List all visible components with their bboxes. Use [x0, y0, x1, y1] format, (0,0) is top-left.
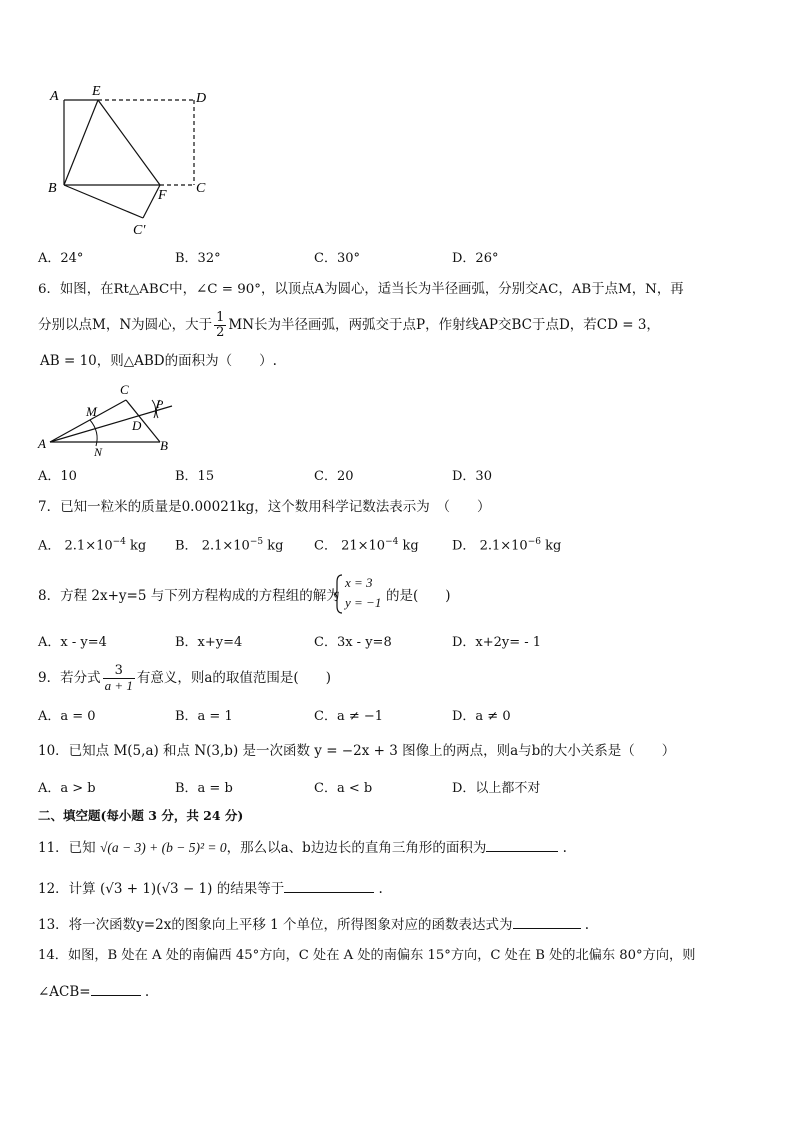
q8-text-b: 的是( ): [386, 588, 451, 604]
q14-line-2: ∠ACB= .: [38, 984, 150, 1000]
q5-option-c: C．30°: [314, 251, 360, 266]
q6-line-2a: 分别以点M，N为圆心，大于: [38, 317, 213, 333]
q10-option-d: D．以上都不对: [452, 781, 541, 796]
q12-answer-blank[interactable]: [284, 880, 374, 893]
label-C: C: [120, 382, 129, 397]
q8-option-c: C．3x - y=8: [314, 635, 392, 650]
q13-line: 13．将一次函数y=2x的图象向上平移 1 个单位，所得图象对应的函数表达式为 .: [38, 917, 590, 933]
q6-line-2b: MN长为半径画弧，两弧交于点P，作射线AP交BC于点D，若CD = 3，: [228, 317, 660, 333]
q8-option-a: A．x - y=4: [38, 635, 107, 650]
q12-line: 12．计算 (√3 + 1)(√3 − 1) 的结果等于 .: [38, 881, 383, 897]
label-B: B: [48, 181, 57, 196]
q8-eq-2: y = −1: [345, 595, 382, 610]
q7-option-d: D． $2.1\times 10^{-6}$ kg: [452, 537, 562, 554]
label-N: N: [94, 445, 103, 459]
q7-option-c: C． $21\times 10^{-4}$ kg: [314, 537, 419, 554]
section-2-heading: 二、填空题(每小题 3 分，共 24 分): [38, 808, 244, 823]
q11-expression: √(a − 3) + (b − 5)² = 0: [99, 840, 227, 855]
q5-option-b: B．32°: [175, 251, 221, 266]
q11-line: 11．已知 √(a − 3) + (b − 5)² = 0，那么以a、b边边长的直角三角形的面积为 .: [38, 840, 567, 856]
q10-option-a: A．a > b: [38, 781, 96, 796]
q9-fraction: $\frac{3}{a + 1}$: [104, 663, 133, 693]
angle-bisector-figure: [36, 380, 186, 460]
q6-line-3: AB = 10，则△ABD的面积为（ ）.: [40, 353, 277, 369]
q8-option-d: D．x+2y= - 1: [452, 635, 542, 650]
q8-eq-1: x = 3: [345, 575, 373, 590]
label-B: B: [160, 438, 168, 453]
q6-option-b: B．15: [175, 469, 215, 484]
q6-option-c: C．20: [314, 469, 354, 484]
q9-line: 9．若分式 $\frac{3}{a + 1}$ 有意义，则a的取值范围是( ): [38, 663, 331, 693]
fold-rectangle-figure: [40, 82, 220, 242]
q6-option-d: D．30: [452, 469, 492, 484]
label-F: F: [158, 188, 167, 203]
q8-option-b: B．x+y=4: [175, 635, 243, 650]
q8-text-a: 8．方程 2x+y=5 与下列方程构成的方程组的解为: [38, 588, 340, 604]
q5-option-a: A．24°: [38, 251, 84, 266]
label-M: M: [86, 404, 97, 419]
label-E: E: [92, 84, 101, 99]
q7-option-a: A． $2.1\times 10^{-4}$ kg: [38, 537, 147, 554]
label-D: D: [132, 418, 142, 433]
q11-answer-blank[interactable]: [486, 839, 558, 852]
q14-answer-blank[interactable]: [91, 983, 141, 996]
q14-line-1: 14．如图，B 处在 A 处的南偏西 45°方向，C 处在 A 处的南偏东 15°方向，C 处在 B 处的北偏东 80°方向，则: [38, 948, 696, 963]
q9-option-a: A．a = 0: [38, 709, 96, 724]
q6-option-a: A．10: [38, 469, 77, 484]
q9-option-c: C．a ≠ −1: [314, 709, 384, 724]
q13-answer-blank[interactable]: [513, 916, 581, 929]
q6-line-1: 6．如图，在Rt△ABC中，∠C = 90°，以顶点A为圆心，适当长为半径画弧，分别交AC，AB于点M，N，再: [38, 282, 684, 297]
q5-option-d: D．26°: [452, 251, 499, 266]
label-C: C: [196, 181, 206, 196]
q6-fraction: $\frac{1}{2}$: [216, 310, 225, 340]
label-A: A: [38, 436, 46, 451]
label-C-prime: C′: [133, 223, 146, 238]
q9-option-d: D．a ≠ 0: [452, 709, 511, 724]
label-P: P: [156, 397, 164, 411]
q7-text: 7．已知一粒米的质量是0.00021kg，这个数用科学记数法表示为 （ ）: [38, 499, 491, 515]
label-D: D: [196, 91, 207, 106]
label-A: A: [50, 89, 59, 104]
q6-line-2: [38, 311, 660, 340]
q10-text: 10．已知点 M(5,a) 和点 N(3,b) 是一次函数 y = −2x + 3 图像上的两点，则a与b的大小关系是（ ）: [38, 743, 676, 759]
q7-option-b: B． $2.1\times 10^{-5}$ kg: [175, 537, 284, 554]
q9-option-b: B．a = 1: [175, 709, 233, 724]
q10-option-c: C．a < b: [314, 781, 373, 796]
q12-expression: (√3 + 1)(√3 − 1): [99, 881, 213, 897]
q10-option-b: B．a = b: [175, 781, 233, 796]
